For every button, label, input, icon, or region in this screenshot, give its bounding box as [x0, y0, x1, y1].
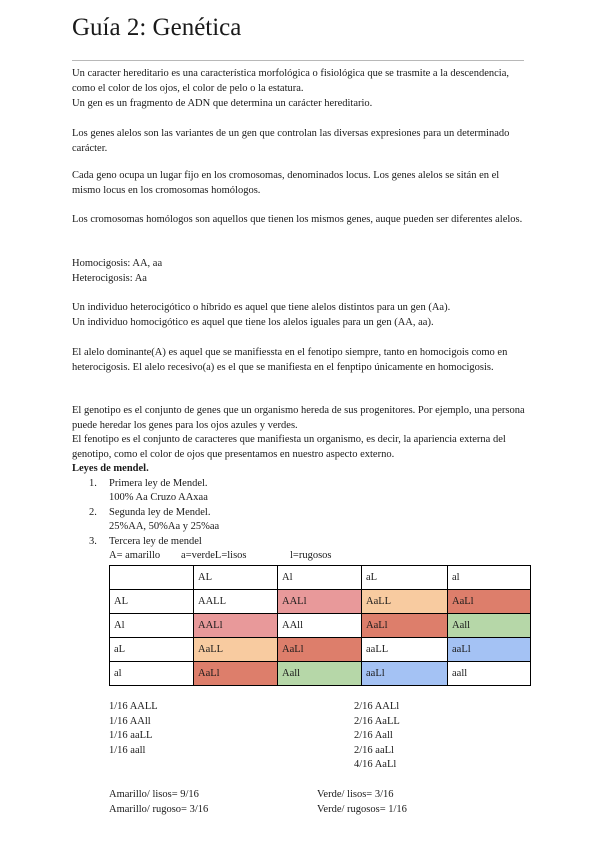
punnett-cell: AaLl	[278, 638, 362, 662]
punnett-cell: aaLl	[448, 638, 531, 662]
phenotypes-right	[317, 788, 407, 817]
phenotype-line: Amarillo/ lisos= 9/16	[109, 789, 199, 800]
list-detail: 25%AA, 50%Aa y 25%aa	[109, 521, 220, 532]
punnett-cell: aall	[448, 662, 531, 686]
punnett-row	[110, 662, 531, 686]
list-item	[89, 477, 208, 491]
list-detail: 100% Aa Cruzo AAxaa	[109, 492, 208, 503]
paragraph-fenotipo: El fenotipo es el conjunto de caracteres que manifiesta un organismo, es decir, la apariencia externa del genotipo, como el color de ojos que presentamos en nuestro aspecto externo.	[72, 434, 506, 460]
title-divider	[72, 60, 524, 61]
punnett-cell: AaLL	[194, 638, 278, 662]
punnett-cell: AaLl	[448, 590, 531, 614]
punnett-row	[110, 614, 531, 638]
paragraph-alelos: Los genes alelos son las variantes de un gen que controlan las diversas expresiones para un determinado carácter.	[72, 128, 510, 154]
result-line: 1/16 aaLL	[109, 730, 153, 741]
punnett-cell: AAll	[278, 614, 362, 638]
list-item	[89, 535, 202, 549]
punnett-cell: AaLL	[362, 590, 448, 614]
punnett-row	[110, 566, 531, 590]
paragraph-homologos: Los cromosomas homólogos son aquellos que tienen los mismos genes, auque pueden ser diferentes alelos.	[72, 214, 523, 225]
punnett-row	[110, 590, 531, 614]
result-line: 1/16 AAll	[109, 715, 151, 727]
punnett-header-cell: aL	[110, 638, 194, 662]
list-label: Tercera ley de mendel	[109, 536, 202, 547]
punnett-cell: Aall	[448, 614, 531, 638]
result-line: 2/16 AALl	[354, 701, 400, 712]
list-item	[89, 506, 210, 520]
punnett-row	[110, 638, 531, 662]
punnett-square	[109, 565, 531, 686]
list-label: Primera ley de Mendel.	[109, 478, 208, 489]
legend-rugosos: l=rugosos	[290, 550, 332, 561]
results-left	[109, 700, 158, 758]
legend-verde-lisos: a=verdeL=lisos	[181, 550, 247, 561]
paragraph-dominante: El alelo dominante(A) es aquel que se manifiessta en el fenotipo siempre, tanto en homocigois como en heterocigosis. El alelo recesivo(a) es el que se manifiesta en el fenptipo únicamente en homocigosis.	[72, 347, 508, 373]
result-line: 2/16 aaLl	[354, 744, 394, 756]
list-label: Segunda ley de Mendel.	[109, 507, 211, 518]
phenotype-line: Verde/ lisos= 3/16	[317, 789, 394, 800]
phenotypes-left	[109, 788, 208, 817]
punnett-header-cell: al	[110, 662, 194, 686]
punnett-header-cell: Al	[110, 614, 194, 638]
result-line: 2/16 Aall	[354, 730, 393, 741]
punnett-cell: AaLl	[362, 614, 448, 638]
laws-heading: Leyes de mendel.	[72, 463, 149, 474]
paragraph-homocigosis: Homocigosis: AA, aa	[72, 258, 163, 269]
result-line: 2/16 AaLL	[354, 715, 400, 727]
punnett-cell: aaLL	[362, 638, 448, 662]
punnett-header-cell: AL	[110, 590, 194, 614]
punnett-header-cell: aL	[362, 566, 448, 590]
paragraph-heterocigotico: Un individuo heterocigótico o híbrido es aquel que tiene alelos distintos para un gen (Aa).	[72, 302, 451, 313]
list-number: 2.	[89, 507, 97, 518]
punnett-cell: aaLl	[362, 662, 448, 686]
page-title: Guía 2: Genética	[72, 14, 242, 41]
result-line: 1/16 aall	[109, 744, 146, 756]
list-number: 1.	[89, 478, 97, 489]
punnett-cell: AALL	[194, 590, 278, 614]
paragraph-locus: Cada geno ocupa un lugar fijo en los cromosomas, denominados locus. Los genes alelos se sitán en el mismo locus en los cromosomas homólogos.	[72, 170, 500, 196]
result-line: 4/16 AaLl	[354, 759, 397, 770]
punnett-header-cell: al	[448, 566, 531, 590]
paragraph-homocigotico: Un individuo homocigótico es aquel que tiene los alelos iguales para un gen (AA, aa).	[72, 317, 434, 328]
punnett-cell: AaLl	[194, 662, 278, 686]
paragraph-heterocigosis: Heterocigosis: Aa	[72, 273, 147, 284]
punnett-cell: AALl	[278, 590, 362, 614]
results-right	[354, 700, 400, 773]
paragraph-caracter: Un caracter hereditario es una característica morfológica o fisiológica que se trasmite a la descendencia, como el color de los ojos, el color de pelo o la estatura.	[72, 68, 509, 94]
punnett-cell: AALl	[194, 614, 278, 638]
paragraph-genotipo: El genotipo es el conjunto de genes que un organismo hereda de sus progenitores. Por ejemplo, una persona puede heredar los genes para los ojos azules y verdes.	[72, 405, 525, 431]
phenotype-line: Verde/ rugosos= 1/16	[317, 803, 407, 815]
punnett-cell: Aall	[278, 662, 362, 686]
paragraph-gen: Un gen es un fragmento de ADN que determina un carácter hereditario.	[72, 98, 373, 109]
punnett-header-cell	[110, 566, 194, 590]
legend-amarillo: A= amarillo	[109, 550, 161, 561]
list-number: 3.	[89, 536, 97, 547]
phenotype-line: Amarillo/ rugoso= 3/16	[109, 803, 209, 815]
punnett-header-cell: Al	[278, 566, 362, 590]
punnett-header-cell: AL	[194, 566, 278, 590]
result-line: 1/16 AALL	[109, 701, 158, 712]
